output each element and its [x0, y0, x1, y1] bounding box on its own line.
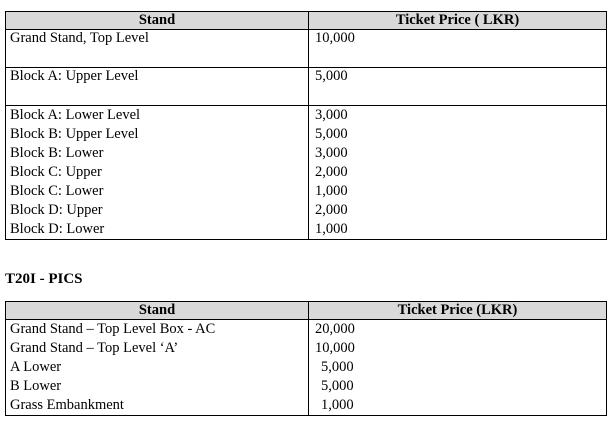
stand-cell: A Lower — [6, 358, 309, 377]
table-row — [6, 68, 607, 106]
price-cell: 2,000 — [309, 201, 607, 220]
ticket-price-table-1 — [5, 11, 607, 240]
table-header-row — [6, 302, 607, 320]
stand-column-header: Stand — [6, 302, 309, 320]
table-row — [6, 125, 607, 144]
table-row — [6, 144, 607, 163]
stand-column-header: Stand — [6, 12, 309, 30]
table-row — [6, 106, 607, 126]
section-heading: T20I - PICS — [5, 271, 83, 287]
stand-cell: Block C: Upper — [6, 163, 309, 182]
stand-cell: Grand Stand – Top Level ‘A’ — [6, 339, 309, 358]
price-column-header: Ticket Price ( LKR) — [309, 12, 607, 30]
table-row — [6, 163, 607, 182]
price-cell: 3,000 — [309, 106, 607, 126]
price-cell: 3,000 — [309, 144, 607, 163]
table-header-row — [6, 12, 607, 30]
price-cell: 5,000 — [309, 125, 607, 144]
table-row — [6, 201, 607, 220]
table-row — [6, 30, 607, 68]
stand-cell: B Lower — [6, 377, 309, 396]
price-cell: 10,000 — [309, 30, 607, 68]
table-row — [6, 358, 607, 377]
stand-cell: Block B: Lower — [6, 144, 309, 163]
price-column-header: Ticket Price (LKR) — [309, 302, 607, 320]
price-cell: 5,000 — [309, 377, 607, 396]
stand-cell: Grand Stand, Top Level — [6, 30, 309, 68]
table-row — [6, 182, 607, 201]
stand-cell: Block C: Lower — [6, 182, 309, 201]
price-cell: 1,000 — [309, 396, 607, 416]
stand-cell: Block D: Lower — [6, 220, 309, 240]
stand-cell: Block D: Upper — [6, 201, 309, 220]
price-cell: 5,000 — [309, 358, 607, 377]
price-cell: 2,000 — [309, 163, 607, 182]
stand-cell: Block A: Lower Level — [6, 106, 309, 126]
stand-cell: Grand Stand – Top Level Box - AC — [6, 320, 309, 340]
price-cell: 1,000 — [309, 220, 607, 240]
stand-cell: Block A: Upper Level — [6, 68, 309, 106]
stand-cell: Block B: Upper Level — [6, 125, 309, 144]
price-cell: 20,000 — [309, 320, 607, 340]
price-cell: 1,000 — [309, 182, 607, 201]
ticket-price-table-2 — [5, 301, 607, 416]
price-cell: 5,000 — [309, 68, 607, 106]
table-row — [6, 396, 607, 416]
table-row — [6, 377, 607, 396]
stand-cell: Grass Embankment — [6, 396, 309, 416]
table-row — [6, 339, 607, 358]
table-row — [6, 320, 607, 340]
price-cell: 10,000 — [309, 339, 607, 358]
table-row — [6, 220, 607, 240]
